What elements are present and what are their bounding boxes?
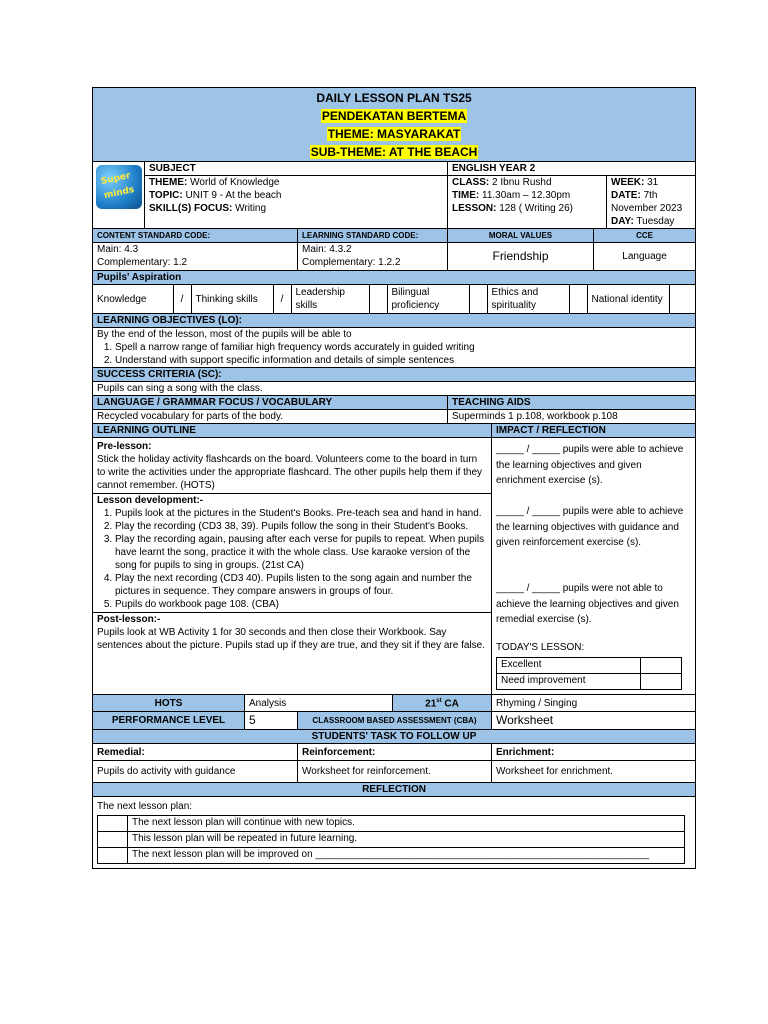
hots-label: HOTS xyxy=(93,695,245,712)
superminds-logo: Super minds xyxy=(96,165,142,209)
performance-value: 5 xyxy=(245,712,298,730)
reflection-checkbox[interactable] xyxy=(98,848,128,864)
aspiration-row xyxy=(93,285,696,314)
cba-value: Worksheet xyxy=(492,712,696,730)
skill-label: SKILL(S) FOCUS: xyxy=(149,203,233,214)
todays-lesson-label: TODAY'S LESSON: xyxy=(496,642,585,653)
learning-standard-head: LEARNING STANDARD CODE: xyxy=(298,229,448,243)
topic-label: TOPIC: xyxy=(149,190,183,201)
moral-value: Friendship xyxy=(448,243,594,271)
improve-option: Need improvement xyxy=(497,673,641,689)
class-label: CLASS: xyxy=(452,177,490,188)
success-text: Pupils can sing a song with the class. xyxy=(93,382,696,396)
skill-value: Writing xyxy=(235,203,267,214)
impact-remedial: _____ / _____ pupils were not able to achieve the learning objectives and given remedial exercise (s). xyxy=(496,583,679,625)
date-value: 7th November 2023 xyxy=(611,190,683,214)
cce-head: CCE xyxy=(594,229,696,243)
header-theme: THEME: MASYARAKAT xyxy=(327,127,461,141)
improve-checkbox[interactable] xyxy=(641,673,682,689)
objective-item: 2. Understand with support specific information and details of simple sentences xyxy=(115,354,691,367)
dev-step: 4. Play the next recording (CD3 40). Pupils listen to the song again and number the pictures in sequence. They compare answers in groups of four. xyxy=(115,572,487,598)
learning-main: Main: 4.3.2 xyxy=(302,244,352,255)
week-label: WEEK: xyxy=(611,177,645,188)
pre-lesson-title: Pre-lesson: xyxy=(97,441,152,452)
subject-cell xyxy=(145,162,448,229)
impact-reinforcement: _____ / _____ pupils were able to achieve the learning objectives with guidance and given reinforcement exercise (s). xyxy=(496,506,684,548)
reflection-intro: The next lesson plan: xyxy=(97,801,193,812)
cce-value: Language xyxy=(594,243,696,271)
aspiration-knowledge-mark: / xyxy=(173,285,191,313)
dev-step: 3. Play the recording again, pausing after each verse for pupils to repeat. When pupils have learnt the song, practice it with the whole class. Use karaoke version of the song for pupils to sing in groups. (21st CA) xyxy=(115,533,487,572)
aspiration-thinking: Thinking skills xyxy=(191,285,273,313)
content-standard-head: CONTENT STANDARD CODE: xyxy=(93,229,298,243)
remedial-text: Pupils do activity with guidance xyxy=(93,761,298,783)
objectives-intro: By the end of the lesson, most of the pupils will be able to xyxy=(97,329,352,340)
lesson-label: LESSON: xyxy=(452,203,497,214)
header-block xyxy=(93,88,696,162)
subject-label: SUBJECT xyxy=(145,162,447,176)
aspiration-national-mark xyxy=(669,285,696,313)
enrichment-text: Worksheet for enrichment. xyxy=(492,761,696,783)
content-standard-cell xyxy=(93,243,298,271)
reflection-checkbox[interactable] xyxy=(98,832,128,848)
lesson-plan-table xyxy=(92,87,696,869)
pre-lesson-text: Stick the holiday activity flashcards on the board. Volunteers come to the board in turn to write the activities under the appropriate flashcard. The other pupils help them if they cannot remember. (HOTS) xyxy=(93,453,491,494)
date-label: DATE: xyxy=(611,190,641,201)
task-title: STUDENTS' TASK TO FOLLOW UP xyxy=(93,730,696,744)
reflection-cell xyxy=(93,797,696,869)
day-label: DAY: xyxy=(611,216,634,227)
learning-comp: Complementary: 1.2.2 xyxy=(302,257,401,268)
aspiration-leadership-mark xyxy=(369,285,387,313)
reflection-checkbox[interactable] xyxy=(98,816,128,832)
objective-item: 1. Spell a narrow range of familiar high frequency words accurately in guided writing xyxy=(115,341,691,354)
teaching-aids-title: TEACHING AIDS xyxy=(448,396,696,410)
hots-value: Analysis xyxy=(245,695,393,712)
aspiration-knowledge: Knowledge xyxy=(93,285,173,313)
header-subtheme: SUB-THEME: AT THE BEACH xyxy=(310,145,478,159)
post-lesson-text: Pupils look at WB Activity 1 for 30 seconds and then close their Workbook. Say sentences about the picture. Pupils stad up if they are true, and they sit if they are false. xyxy=(97,627,486,651)
dev-step: 5. Pupils do workbook page 108. (CBA) xyxy=(115,598,487,611)
lesson-value: 128 ( Writing 26) xyxy=(499,203,573,214)
impact-title: IMPACT / REFLECTION xyxy=(492,424,696,438)
day-value: Tuesday xyxy=(636,216,675,227)
ca-value: Rhyming / Singing xyxy=(492,695,696,712)
aspiration-title: Pupils' Aspiration xyxy=(93,271,696,285)
aspiration-ethics: Ethics and spirituality xyxy=(487,285,569,313)
dev-step: 1. Pupils look at the pictures in the Student's Books. Pre-teach sea and hand in hand. xyxy=(115,507,487,520)
class-value: 2 Ibnu Rushd xyxy=(492,177,552,188)
language-text: Recycled vocabulary for parts of the body. xyxy=(93,410,448,424)
moral-values-head: MORAL VALUES xyxy=(448,229,594,243)
reinforcement-text: Worksheet for reinforcement. xyxy=(298,761,492,783)
outline-title: LEARNING OUTLINE xyxy=(93,424,492,438)
dev-title: Lesson development:- xyxy=(97,495,204,506)
reflection-option: The next lesson plan will continue with new topics. xyxy=(128,816,685,832)
dev-step: 2. Play the recording (CD3 38, 39). Pupils follow the song in their Student's Books. xyxy=(115,520,487,533)
reinforcement-head: Reinforcement: xyxy=(298,744,492,761)
time-value: 11.30am – 12.30pm xyxy=(482,190,571,201)
language-title: LANGUAGE / GRAMMAR FOCUS / VOCABULARY xyxy=(93,396,448,410)
reflection-title: REFLECTION xyxy=(93,783,696,797)
time-label: TIME: xyxy=(452,190,480,201)
week-value: 31 xyxy=(647,177,659,188)
content-main: Main: 4.3 xyxy=(97,244,139,255)
learning-standard-cell xyxy=(298,243,448,271)
objectives-cell xyxy=(93,328,696,368)
ca-label: 21st CA xyxy=(393,695,492,712)
reflection-option: This lesson plan will be repeated in future learning. xyxy=(128,832,685,848)
excellent-option: Excellent xyxy=(497,657,641,673)
aspiration-ethics-mark xyxy=(569,285,587,313)
objectives-title: LEARNING OBJECTIVES (LO): xyxy=(93,314,696,328)
topic-value: UNIT 9 - At the beach xyxy=(185,190,282,201)
header-title: DAILY LESSON PLAN TS25 xyxy=(316,91,472,105)
content-comp: Complementary: 1.2 xyxy=(97,257,188,268)
performance-label: PERFORMANCE LEVEL xyxy=(93,712,245,730)
aspiration-leadership: Leadership skills xyxy=(291,285,369,313)
impact-enrichment: _____ / _____ pupils were able to achieve the learning objectives and given enrichment exercise (s). xyxy=(496,444,684,486)
teaching-aids-text: Superminds 1 p.108, workbook p.108 xyxy=(448,410,696,424)
success-title: SUCCESS CRITERIA (SC): xyxy=(93,368,696,382)
theme-value: World of Knowledge xyxy=(190,177,280,188)
aspiration-bilingual: Bilingual proficiency xyxy=(387,285,469,313)
subject-value: ENGLISH YEAR 2 xyxy=(448,162,695,176)
theme-label: THEME: xyxy=(149,177,188,188)
reflection-option: The next lesson plan will be improved on ____________________________________________________________ xyxy=(128,848,685,864)
aspiration-national: National identity xyxy=(587,285,669,313)
class-cell xyxy=(448,162,696,229)
lesson-plan-page xyxy=(92,87,695,860)
enrichment-head: Enrichment: xyxy=(492,744,696,761)
post-lesson-title: Post-lesson:- xyxy=(97,614,161,625)
aspiration-thinking-mark: / xyxy=(273,285,291,313)
remedial-head: Remedial: xyxy=(93,744,298,761)
impact-cell xyxy=(492,438,696,695)
logo-cell xyxy=(93,162,145,229)
excellent-checkbox[interactable] xyxy=(641,657,682,673)
header-approach: PENDEKATAN BERTEMA xyxy=(321,109,467,123)
aspiration-bilingual-mark xyxy=(469,285,487,313)
cba-label: CLASSROOM BASED ASSESSMENT (CBA) xyxy=(298,712,492,730)
outline-cell xyxy=(93,438,492,695)
